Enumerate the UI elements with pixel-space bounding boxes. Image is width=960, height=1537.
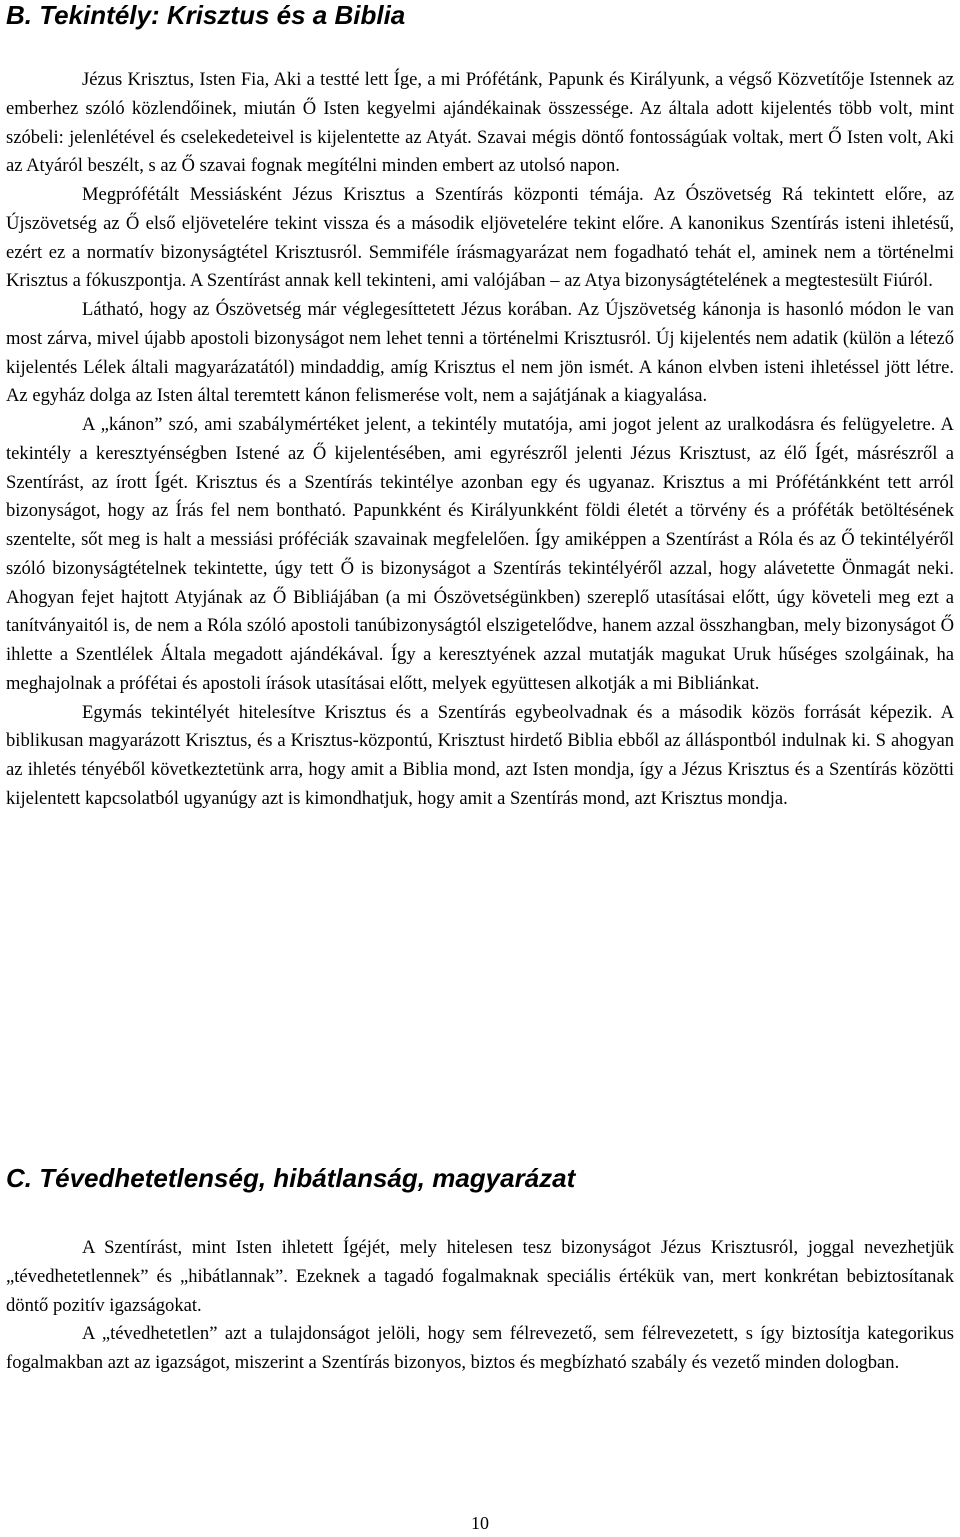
paragraph: A „kánon” szó, ami szabálymértéket jelent, a tekintély mutatója, ami jogot jelent az uralkodásra és felügyeletre. A tekintély a keresztyénségben Istené az Ő kijelentésében, ami egyrészről jelenti Jézus Krisztust, az élő Ígét, másrészről a Szentírást, az írott Ígét. Krisztus és a Szentírás tekintélye azonban egy és ugyanaz. Krisztus a mi Prófétánkként tett arról bizonyságot, hogy az Írás fel nem bontható. Papunkként és Királyunkként földi életét a törvény és a próféták betöltésének szentelte, sőt meg is halt a messiási próféciák szavainak megfelelően. Így amiképpen a Szentírást a Róla és az Ő tekintélyéről szóló bizonyságtételnek tekintette, úgy tett Ő is bizonyságot a Szentírás tekintélyéről azzal, hogy alávetette Önmagát neki. Ahogyan fejet hajtott Atyjának az Ő Bibliájában (a mi Ószövetségünkben) szereplő utasításai előtt, úgy követeli meg ezt a tanítványaitól is, de nem a Róla szóló apostoli tanúbizonyságtól elszigetelődve, hanem azzal összhangban, mely bizonyságot Ő ihlette a Szentlélek Általa megadott ajándékával. Így a keresztyének azzal mutatják magukat Uruk hűséges szolgáinak, ha meghajolnak a prófétai és apostoli írások utasításai előtt, melyek együttesen alkotják a mi Bibliánkat. bbox=[6, 414, 954, 694]
section-b-heading: B. Tekintély: Krisztus és a Biblia bbox=[6, 0, 406, 30]
section-b-body bbox=[6, 66, 954, 814]
paragraph: Jézus Krisztus, Isten Fia, Aki a testté lett Íge, a mi Prófétánk, Papunk és Királyunk, a végső Közvetítője Istennek az emberhez szóló közlendőinek, miután Ő Isten kegyelmi ajándékainak összessége. Az általa adott kijelentés több volt, mint szóbeli: jelenlétével és cselekedeteivel is kijelentette az Atyát. Szavai mégis döntő fontosságúak voltak, mert Ő Isten volt, Aki az Atyáról beszélt, s az Ő szavai fognak megítélni minden embert az utolsó napon. bbox=[6, 69, 954, 177]
paragraph: A Szentírást, mint Isten ihletett Ígéjét, mely hitelesen tesz bizonyságot Jézus Krisztusról, joggal nevezhetjük „tévedhetetlennek” és „hibátlannak”. Ezeknek a tagadó fogalmaknak speciális értékük van, mert konkrétan bebiztosítanak döntő pozitív igazságokat. bbox=[6, 1237, 954, 1316]
page-number: 10 bbox=[471, 1513, 489, 1533]
section-c-body bbox=[6, 1234, 954, 1378]
paragraph: A „tévedhetetlen” azt a tulajdonságot jelöli, hogy sem félrevezető, sem félrevezetett, s így biztosítja kategorikus fogalmakban azt az igazságot, miszerint a Szentírás bizonyos, biztos és megbízható szabály és vezető minden dologban. bbox=[6, 1323, 954, 1373]
paragraph: Egymás tekintélyét hitelesítve Krisztus és a Szentírás egybeolvadnak és a második közös forrását képezik. A biblikusan magyarázott Krisztus, és a Krisztus-központú, Krisztust hirdető Biblia ebből az álláspontból indulnak ki. S ahogyan az ihletés tényéből következtetünk arra, hogy amit a Biblia mond, azt Isten mondja, így a Jézus Krisztus és a Szentírás közötti kijelentett kapcsolatból ugyanúgy azt is kimondhatjuk, hogy amit a Szentírás mond, azt Krisztus mondja. bbox=[6, 701, 954, 809]
paragraph: Látható, hogy az Ószövetség már véglegesíttetett Jézus korában. Az Újszövetség kánonja is hasonló módon le van most zárva, mivel újabb apostoli bizonyságot nem lehet tenni a történelmi Krisztusról. Új kijelentés nem adatik (külön a létező kijelentés Lélek általi magyarázatától) mindaddig, amíg Krisztus el nem jön ismét. A kánon elvben isteni ihletéssel jött létre. Az egyház dolga az Isten által teremtett kánon felismerése volt, nem a sajátjának a kiagyalása. bbox=[6, 299, 954, 407]
section-c-heading: C. Tévedhetetlenség, hibátlanság, magyarázat bbox=[6, 1163, 576, 1193]
paragraph: Megprófétált Messiásként Jézus Krisztus a Szentírás központi témája. Az Ószövetség Rá tekintett előre, az Újszövetség az Ő első eljövetelére tekint vissza és a második eljövetelére tekint előre. A kanonikus Szentírás isteni ihletésű, ezért ez a normatív bizonyságtétel Krisztusról. Semmiféle írásmagyarázat nem fogadható tehát el, aminek nem a történelmi Krisztus a fókuszpontja. A Szentírást annak kell tekinteni, ami valójában – az Atya bizonyságtételének a megtestesült Fiúról. bbox=[6, 184, 954, 292]
